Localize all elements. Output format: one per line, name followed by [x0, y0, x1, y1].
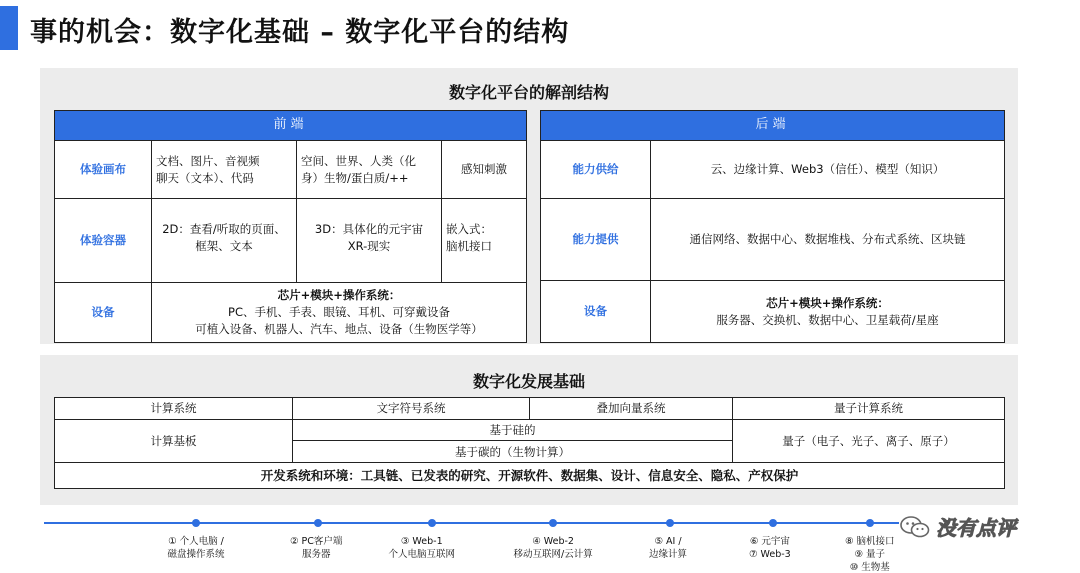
watermark: [900, 512, 1016, 541]
timeline-label: [290, 536, 342, 562]
timeline-label: [168, 536, 225, 562]
back-device-detail: 服务器、交换机、数据中心、卫星载荷/星座: [716, 312, 939, 327]
timeline-dot: [192, 519, 200, 527]
page-title: 事的机会：数字化基础 – 数字化平台的结构: [30, 17, 570, 48]
substrate-silicon: 基于硅的: [293, 419, 733, 441]
timeline-dot: [666, 519, 674, 527]
canvas-cell-3: 感知刺激: [442, 141, 527, 199]
front-end-table: [54, 110, 527, 343]
platform-heading: 数字化平台的解剖结构: [448, 83, 609, 102]
supply-cell: 云、边缘计算、Web3（信任）、模型（知识）: [651, 141, 1005, 199]
row-label-supply: 能力供给: [541, 141, 651, 199]
timeline-label-line: 磁盘操作系统: [167, 548, 225, 560]
cell-text: 2D：查看/听取的页面、 框架、文本: [162, 222, 286, 253]
timeline-dot: [549, 519, 557, 527]
substrate-quantum: 量子（电子、光子、离子、原子）: [733, 419, 1005, 463]
front-end-header: 前端: [55, 111, 527, 141]
foundation-panel: [40, 355, 1018, 505]
substrate-label: 计算基板: [55, 419, 293, 463]
back-end-table: [540, 110, 1005, 343]
timeline-label: [749, 536, 791, 562]
canvas-cell-1: [152, 141, 297, 199]
cell-text: PC、手机、手表、眼镜、耳机、可穿戴设备 可植入设备、机器人、汽车、地点、设备（生物医学等）: [195, 305, 483, 336]
back-end-header: 后端: [541, 111, 1005, 141]
system-vector: 叠加向量系统: [530, 398, 733, 420]
timeline-dot: [866, 519, 874, 527]
canvas-cell-2: [297, 141, 442, 199]
timeline-label-line: 个人电脑互联网: [388, 548, 456, 560]
timeline-label-line: ① 个人电脑 /: [168, 536, 224, 547]
timeline-label: [514, 536, 593, 562]
row-label-device-front: 设备: [55, 283, 152, 343]
system-symbolic: 文字符号系统: [293, 398, 530, 420]
row-label-device-back: 设备: [541, 281, 651, 343]
wechat-icon: [900, 515, 930, 539]
row-label-canvas: 体验画布: [55, 141, 152, 199]
timeline-label-line: ⑩ 生物基: [849, 561, 890, 573]
timeline-label: [649, 536, 687, 562]
foundation-heading: 数字化发展基础: [472, 372, 585, 391]
system-computing: 计算系统: [55, 398, 293, 420]
container-cell-2: [297, 199, 442, 283]
cell-text: 嵌入式： 脑机接口: [446, 222, 492, 253]
provide-cell: 通信网络、数据中心、数据堆栈、分布式系统、区块链: [651, 199, 1005, 281]
timeline-label-line: 服务器: [301, 548, 331, 560]
row-label-provide: 能力提供: [541, 199, 651, 281]
back-device-bold: 芯片+模块+操作系统：: [766, 295, 889, 310]
front-device-detail: [156, 304, 522, 337]
row-label-container: 体验容器: [55, 199, 152, 283]
timeline-dot: [428, 519, 436, 527]
timeline-label-line: ④ Web-2: [532, 536, 574, 547]
platform-panel: [40, 68, 1018, 344]
watermark-text: 没有点评: [936, 516, 1016, 540]
timeline-label-line: ⑥ 元宇宙: [749, 536, 790, 547]
cell-text: 3D：具体化的元宇宙 XR-现实: [314, 222, 424, 253]
foundation-table: [54, 397, 1005, 489]
container-cell-3: [442, 199, 527, 283]
container-cell-1: [152, 199, 297, 283]
timeline-label-line: ② PC客户端: [290, 536, 343, 547]
timeline-label: [389, 536, 456, 562]
timeline-label-line: ⑤ AI /: [654, 536, 682, 547]
front-device-cell: [152, 283, 527, 343]
back-device-cell: [651, 281, 1005, 343]
substrate-carbon: 基于碳的（生物计算）: [293, 441, 733, 463]
timeline-label-line: ③ Web-1: [400, 536, 443, 547]
title-accent-bar: [0, 6, 18, 50]
system-quantum: 量子计算系统: [733, 398, 1005, 420]
dev-environment-line: 开发系统和环境：工具链、已发表的研究、开源软件、数据集、设计、信息安全、隐私、产权保护: [55, 463, 1005, 489]
timeline-label-line: ⑦ Web-3: [749, 548, 791, 560]
front-device-bold: 芯片+模块+操作系统：: [277, 288, 401, 303]
timeline-label-line: ⑧ 脑机接口: [845, 536, 895, 547]
timeline-label-line: ⑨ 量子: [854, 548, 886, 560]
cell-text: 空间、世界、人类（化 身）生物/蛋白质/++: [301, 153, 416, 185]
timeline-label: [845, 536, 895, 573]
timeline-dot: [314, 519, 322, 527]
timeline-label-line: 移动互联网/云计算: [513, 548, 593, 560]
cell-text: 文档、图片、音视频 聊天（文本）、代码: [156, 153, 260, 185]
timeline-dot: [769, 519, 777, 527]
timeline-label-line: 边缘计算: [649, 548, 688, 560]
